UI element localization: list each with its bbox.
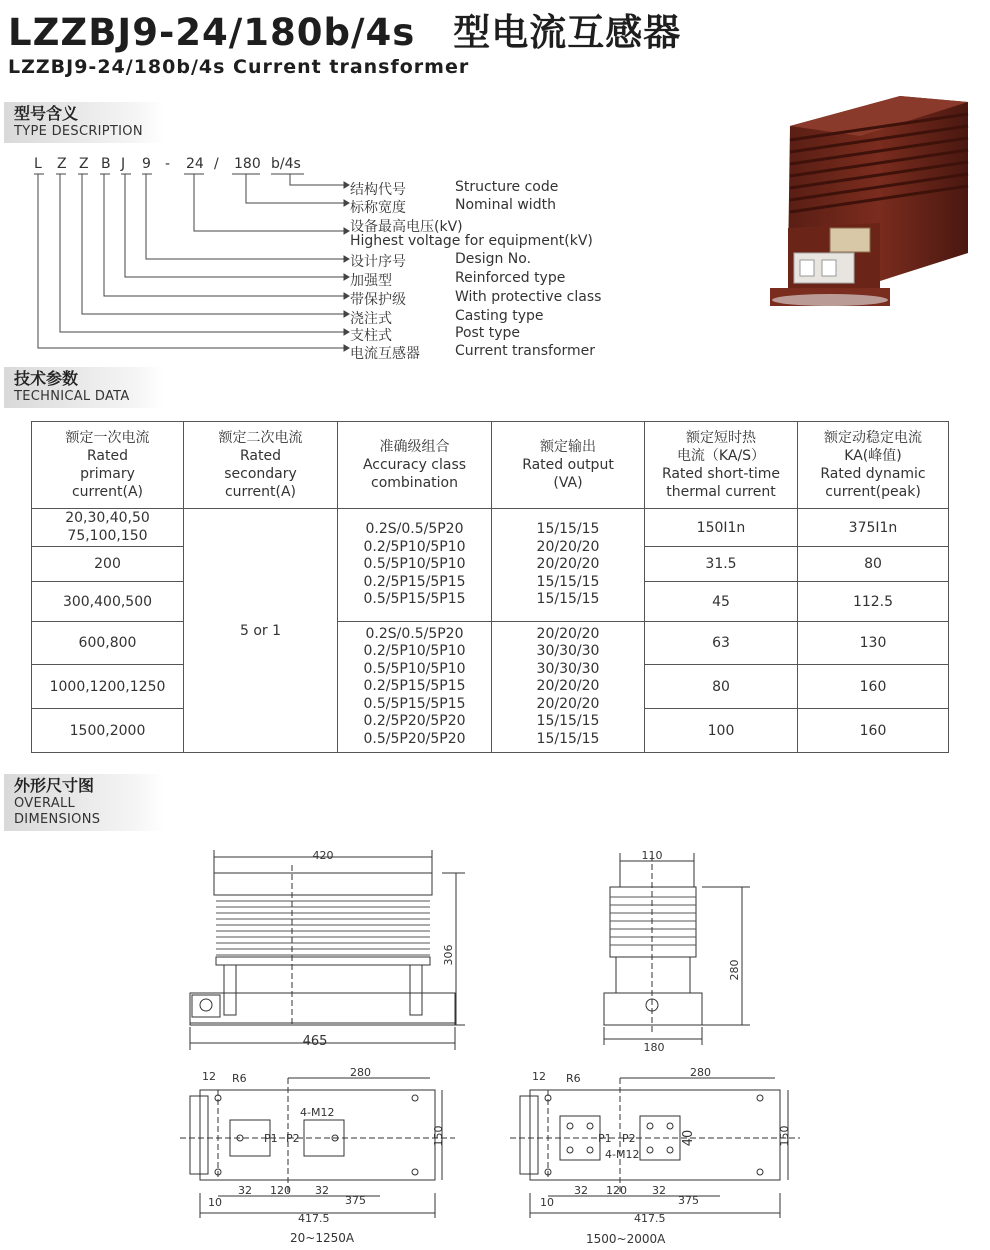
code-letter: B: [101, 156, 111, 172]
thermal-cell: 150Ⅰ1n: [645, 509, 798, 547]
type-item-en: Post type: [455, 325, 521, 341]
type-item-cn: 支柱式: [350, 328, 392, 344]
type-item-en: With protective class: [455, 289, 602, 305]
dim-label: 375: [345, 1194, 366, 1207]
accuracy-group-2: 0.2S/0.5/5P20 0.2/5P10/5P10 0.5/5P10/5P10 0.2/5P15/5P15 0.5/5P15/5P15 0.2/5P20/5P20 0.5/5P20/5P20: [338, 622, 492, 753]
accuracy-group-1: 0.2S/0.5/5P20 0.2/5P10/5P10 0.5/5P10/5P10 0.2/5P15/5P15 0.5/5P15/5P15: [338, 509, 492, 622]
plan-view-a-drawing: [180, 1068, 455, 1248]
type-item-cn: 电流互感器: [350, 346, 420, 362]
product-photo: [770, 88, 975, 320]
section-title-cn: 型号含义: [14, 104, 79, 123]
code-letter: -: [165, 156, 171, 172]
dim-label: 32: [574, 1184, 588, 1197]
dim-label: 306: [442, 944, 455, 966]
type-item-cn: 结构代号: [350, 182, 406, 198]
output-group-1: 15/15/15 20/20/20 20/20/20 15/15/15 15/15/15: [492, 509, 645, 622]
type-item-en: Casting type: [455, 308, 544, 324]
code-letter: J: [121, 156, 126, 172]
type-item-cn: 标称宽度: [350, 200, 406, 216]
type-item-en: Nominal width: [455, 197, 556, 213]
secondary-current-cell: 5 or 1: [184, 509, 338, 753]
type-item-en: Highest voltage for equipment(kV): [350, 233, 593, 249]
header-rated-output: 额定输出 Rated output (VA): [492, 422, 645, 509]
primary-current-cell: 1500,2000: [32, 709, 184, 753]
section-title-cn: 外形尺寸图: [14, 776, 95, 795]
side-view-drawing: [590, 845, 760, 1060]
plan-view-b-drawing: [510, 1068, 800, 1248]
dim-label: 280: [728, 959, 741, 981]
dynamic-cell: 112.5: [798, 582, 949, 622]
type-item-en: Current transformer: [455, 343, 596, 359]
code-letter: L: [34, 156, 42, 172]
code-letter: 9: [142, 156, 151, 172]
type-item-en: Reinforced type: [455, 270, 566, 286]
dim-label: R6: [232, 1072, 247, 1085]
dim-label: 417.5: [634, 1212, 666, 1225]
dynamic-cell: 160: [798, 665, 949, 709]
dynamic-cell: 80: [798, 547, 949, 582]
thermal-cell: 31.5: [645, 547, 798, 582]
code-leader-lines: [0, 0, 360, 370]
dim-label: 465: [302, 1034, 328, 1049]
dim-label: 280: [690, 1068, 711, 1079]
dim-label: 420: [312, 849, 334, 862]
header-secondary-current: 额定二次电流 Rated secondary current(A): [184, 422, 338, 509]
primary-current-cell: 200: [32, 547, 184, 582]
code-letter: b/4s: [271, 156, 301, 172]
type-item-cn: 浇注式: [350, 311, 392, 327]
section-title-en: TYPE DESCRIPTION: [14, 124, 143, 139]
front-view-drawing: [180, 845, 465, 1060]
dim-label: 32: [238, 1184, 252, 1197]
type-item-cn: 设计序号: [350, 254, 406, 270]
header-dynamic-current: 额定动稳定电流 KA(峰值) Rated dynamic current(peak): [798, 422, 949, 509]
dim-label: P2: [622, 1132, 636, 1145]
dim-label: 280: [350, 1068, 371, 1079]
dim-label: 4-M12: [300, 1106, 335, 1119]
thermal-cell: 63: [645, 622, 798, 665]
dim-label: 4-M12: [605, 1148, 640, 1161]
page-title: LZZBJ9-24/180b/4s 型电流互感器: [8, 11, 682, 54]
dim-label: 120: [606, 1184, 627, 1197]
dim-label: P1: [264, 1132, 278, 1145]
primary-current-cell: 1000,1200,1250: [32, 665, 184, 709]
page-subtitle: LZZBJ9-24/180b/4s Current transformer: [8, 56, 470, 78]
table-header-row: [32, 422, 949, 509]
plan-b-caption: 1500~2000A: [586, 1232, 666, 1246]
section-title-en: TECHNICAL DATA: [14, 389, 130, 404]
thermal-cell: 45: [645, 582, 798, 622]
dim-label: 12: [202, 1070, 216, 1083]
dynamic-cell: 160: [798, 709, 949, 753]
output-group-2: 20/20/20 30/30/30 30/30/30 20/20/20 20/20/20 15/15/15 15/15/15: [492, 622, 645, 753]
dim-label: 150: [778, 1125, 791, 1147]
section-overall-dimensions: [4, 774, 164, 831]
plan-a-caption: 20~1250A: [290, 1231, 355, 1245]
header-primary-current: 额定一次电流 Rated primary current(A): [32, 422, 184, 509]
primary-current-cell: 600,800: [32, 622, 184, 665]
table-row: [32, 509, 949, 547]
thermal-cell: 100: [645, 709, 798, 753]
dim-label: 10: [540, 1196, 554, 1209]
section-technical-data: [4, 367, 164, 408]
dim-label: R6: [566, 1072, 581, 1085]
dynamic-cell: 130: [798, 622, 949, 665]
primary-current-cell: 20,30,40,50 75,100,150: [32, 509, 184, 547]
type-item-en: Design No.: [455, 251, 532, 267]
primary-current-cell: 300,400,500: [32, 582, 184, 622]
type-item-cn: 加强型: [350, 273, 392, 289]
dim-label: 12: [532, 1070, 546, 1083]
dim-label: 32: [315, 1184, 329, 1197]
thermal-cell: 80: [645, 665, 798, 709]
table-row: [32, 622, 949, 665]
header-accuracy-class: 准确级组合 Accuracy class combination: [338, 422, 492, 509]
section-title-cn: 技术参数: [14, 369, 79, 388]
dim-label: 10: [208, 1196, 222, 1209]
type-item-cn: 带保护级: [350, 292, 406, 308]
dim-label: 150: [432, 1125, 445, 1147]
dim-label: P1: [598, 1132, 612, 1145]
header-thermal-current: 额定短时热 电流（KA/S） Rated short-time thermal current: [645, 422, 798, 509]
type-item-en: Structure code: [455, 179, 559, 195]
dim-label: P2: [286, 1132, 300, 1145]
dynamic-cell: 375Ⅰ1n: [798, 509, 949, 547]
dim-label: 120: [270, 1184, 291, 1197]
code-letter: Z: [79, 156, 89, 172]
dim-label: 32: [652, 1184, 666, 1197]
type-item-cn: 设备最高电压(kV): [350, 219, 463, 235]
dim-label: 375: [678, 1194, 699, 1207]
code-letter: 24: [186, 156, 204, 172]
dim-label: 180: [643, 1041, 665, 1054]
code-letter: Z: [57, 156, 67, 172]
code-letter: 180: [234, 156, 261, 172]
code-letter: /: [214, 156, 219, 172]
dim-label: 417.5: [298, 1212, 330, 1225]
dim-label: 40: [681, 1129, 696, 1147]
section-title-en: OVERALL DIMENSIONS: [14, 796, 101, 827]
technical-data-table: [31, 421, 949, 753]
dim-label: 110: [641, 849, 663, 862]
